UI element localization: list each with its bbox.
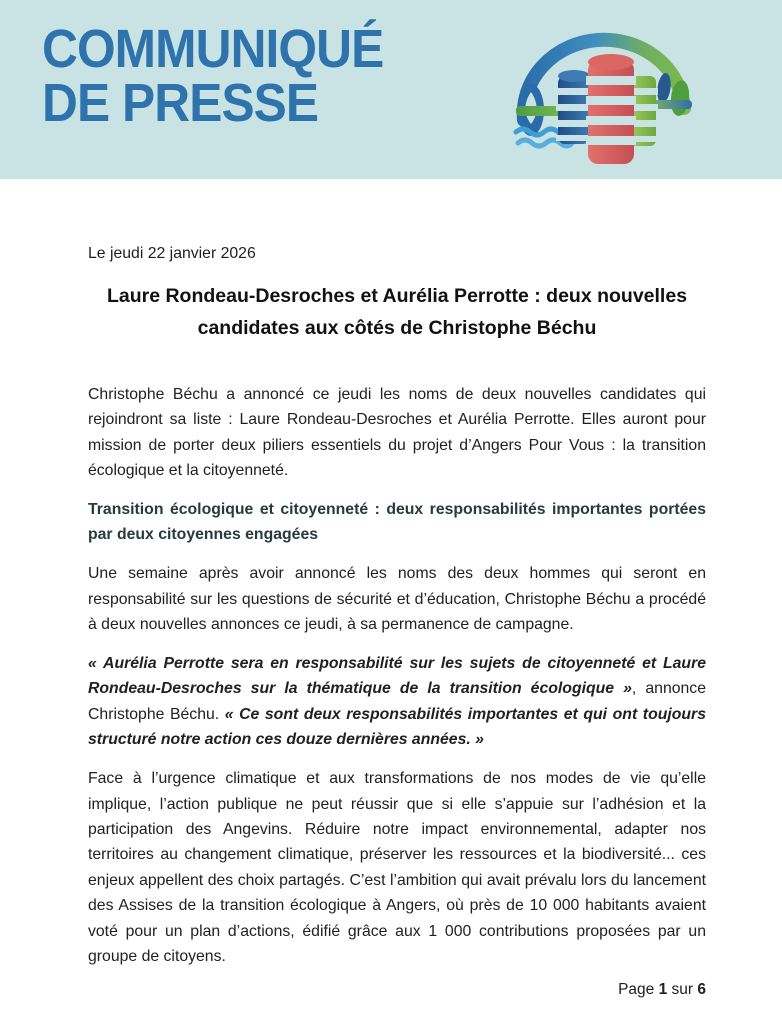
page-separator: sur [667, 980, 698, 998]
banner-title-line2: DE PRESSE [42, 73, 319, 133]
current-page-number: 1 [658, 980, 668, 998]
quote-segment-1: « Aurélia Perrotte sera en responsabilité sur les sujets de citoyenneté et Laure Rondeau-Desroches sur la thématique de la transition écologique » [88, 655, 706, 698]
banner [0, 0, 782, 179]
total-page-number: 6 [697, 980, 706, 998]
page-title: Laure Rondeau-Desroches et Aurélia Perrotte : deux nouvelles candidates aux côtés de Christophe Béchu [106, 284, 688, 339]
page-label: Page [618, 980, 659, 998]
paragraph-climate: Face à l’urgence climatique et aux transformations de nos modes de vie qu’elle implique, l’action publique ne peut réussir que si elle s’appuie sur l’adhésion et la participation des Angevins. Réduire notre impact environnemental, adapter nos territoires au changement climatique, préserver les ressources et la biodiversité... ces enjeux appellent des choix partagés. C’est l’ambition qui avait prévalu lors du lancement des Assises de la transition écologique à Angers, où près de 10 000 habitants avaient voté pour un plan d’actions, édifié grâce aux 1 000 contributions proposées par un groupe de citoyens. [88, 770, 706, 966]
quote-attribution: , annonce Christophe Béchu. [88, 680, 706, 723]
angers-city-logo-icon [512, 18, 698, 170]
page-number [88, 981, 706, 999]
paragraph-intro: Christophe Béchu a annoncé ce jeudi les noms de deux nouvelles candidates qui rejoindront sa liste : Laure Rondeau-Desroches et Aurélia Perrotte. Elles auront pour mission de porter deux piliers essentiels du projet d’Angers Pour Vous : la transition écologique et la citoyenneté. [88, 385, 706, 480]
document-body [0, 179, 782, 999]
date-line: Le jeudi 22 janvier 2026 [88, 245, 256, 262]
banner-title [42, 19, 384, 133]
quote-segment-2: « Ce sont deux responsabilités importantes et qui ont toujours structuré notre action ces douze dernières années. » [88, 705, 706, 749]
section-subheading: Transition écologique et citoyenneté : deux responsabilités importantes portées par deux citoyennes engagées [88, 501, 706, 544]
paragraph-context: Une semaine après avoir annoncé les noms des deux hommes qui seront en responsabilité sur les questions de sécurité et d’éducation, Christophe Béchu a procédé à deux nouvelles annonces ce jeudi, à sa permanence de campagne. [88, 565, 706, 634]
banner-title-line1: COMMUNIQUÉ [42, 19, 384, 79]
paragraph-quote [88, 651, 706, 753]
